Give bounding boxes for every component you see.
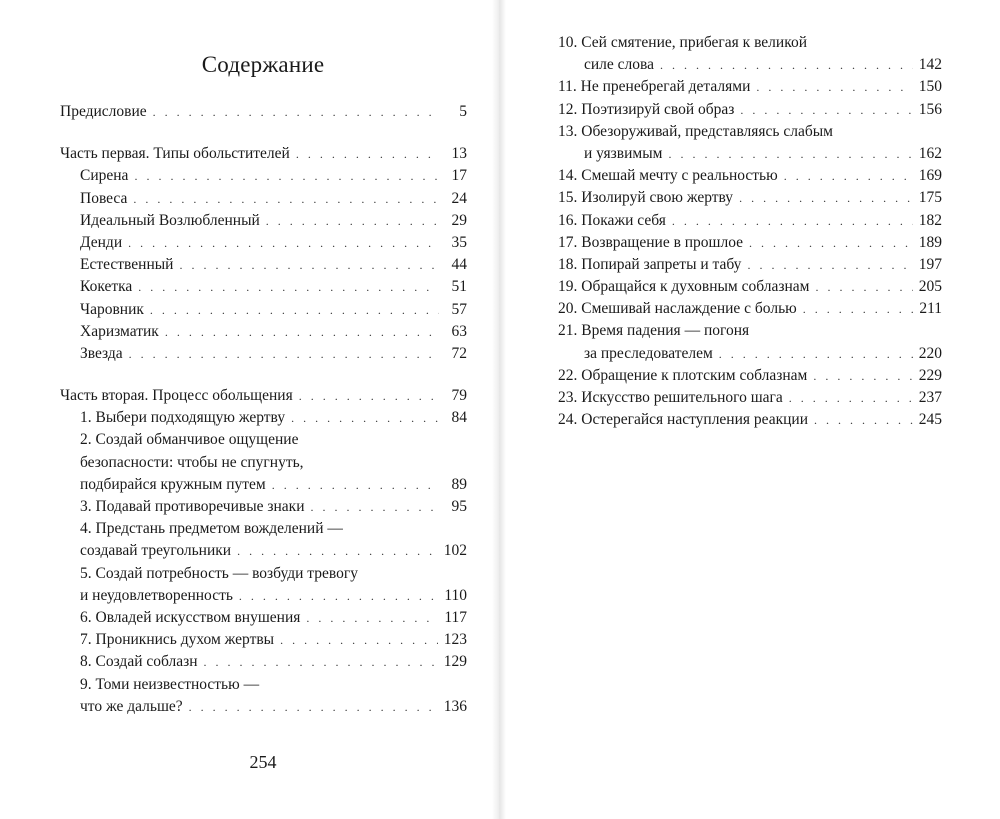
toc-entry-label: 4. Предстань предметом вожделений — <box>80 520 343 538</box>
leader-dots <box>204 651 438 673</box>
toc-entry-label: 10. Сей смятение, прибегая к великой <box>558 34 807 51</box>
leader-dots <box>138 276 439 298</box>
toc-entry-label: подбирайся кружным путем <box>80 475 266 493</box>
toc-page-number: 51 <box>451 278 467 296</box>
leader-dots <box>165 321 439 343</box>
leader-dots <box>150 299 439 321</box>
leader-dots <box>280 629 438 651</box>
toc-entry <box>558 99 942 121</box>
toc-entry <box>558 232 942 254</box>
leader-dots <box>747 254 912 276</box>
toc-page-number: 17 <box>451 167 467 185</box>
toc-entry-label: 12. Поэтизируй свой образ <box>558 100 735 118</box>
toc-entry-label: Повеса <box>80 189 128 207</box>
toc-entry <box>60 474 467 496</box>
leader-dots <box>813 365 912 387</box>
toc-page-number: 220 <box>918 344 942 362</box>
toc-page-number: 129 <box>443 653 467 671</box>
toc-page-number: 89 <box>451 475 467 493</box>
toc-page-number: 102 <box>443 542 467 560</box>
toc-page-number: 211 <box>919 300 942 318</box>
toc-entry-label: 1. Выбери подходящую жертву <box>80 409 286 427</box>
toc-page-number: 72 <box>451 344 467 362</box>
toc-entry <box>558 143 942 165</box>
toc-page-number: 136 <box>443 697 467 715</box>
leader-dots <box>668 143 912 165</box>
toc-page-number: 245 <box>918 411 942 429</box>
leader-dots <box>814 409 913 431</box>
leader-dots <box>299 385 439 407</box>
toc-entry-label: 13. Обезоруживай, представляясь слабым <box>558 122 833 140</box>
toc-page-number: 205 <box>918 278 942 296</box>
toc-page-number: 35 <box>451 233 467 251</box>
toc-entry-label: 20. Смешивай наслаждение с болью <box>558 300 797 318</box>
toc-entry <box>60 321 467 343</box>
toc-entry <box>558 298 942 320</box>
toc-page-number: 63 <box>451 322 467 340</box>
toc-entry-label: Кокетка <box>80 278 133 296</box>
toc-entry-label: создавай треугольники <box>80 542 232 560</box>
leader-dots <box>179 254 439 276</box>
toc-page-number: 84 <box>451 409 467 427</box>
toc-entry <box>558 409 942 431</box>
toc-entry-line <box>60 674 467 696</box>
toc-page-number: 123 <box>443 631 467 649</box>
toc-entry-label: силе слова <box>584 56 655 74</box>
toc-page-number: 142 <box>918 56 942 74</box>
toc-entry-label: за преследователем <box>584 344 713 362</box>
toc-entry <box>558 165 942 187</box>
leader-dots <box>815 276 912 298</box>
toc-entry <box>60 210 467 232</box>
toc-page-number: 24 <box>451 189 467 207</box>
toc-entry-label: Естественный <box>80 256 174 274</box>
toc-page-number: 229 <box>918 366 942 384</box>
leader-dots <box>133 188 439 210</box>
leader-dots <box>756 76 912 98</box>
toc-preface <box>60 101 467 123</box>
toc-entry-label: 6. Овладей искусством внушения <box>80 608 301 626</box>
toc-entry-line <box>60 563 467 585</box>
toc-entry-label: Звезда <box>80 344 123 362</box>
toc-entry-line <box>60 518 467 540</box>
toc-entry-label: 11. Не пренебрегай деталями <box>558 78 751 96</box>
leader-dots <box>789 387 913 409</box>
toc-entry <box>558 365 942 387</box>
left-page <box>0 0 492 819</box>
toc-page-number: 197 <box>918 255 942 273</box>
leader-dots <box>719 343 913 365</box>
toc-entry <box>558 387 942 409</box>
toc-entry-label: Часть первая. Типы обольстителей <box>60 145 290 163</box>
leader-dots <box>237 540 438 562</box>
toc-page-number: 150 <box>918 78 942 96</box>
leader-dots <box>272 474 439 496</box>
toc-page-number: 156 <box>918 100 942 118</box>
toc-entry-label: Сирена <box>80 167 129 185</box>
toc-entry-label: безопасности: чтобы не спугнуть, <box>80 453 304 471</box>
toc-entry <box>558 343 942 365</box>
toc-entry <box>60 165 467 187</box>
toc-page-number: 237 <box>918 389 942 406</box>
toc-entry <box>60 232 467 254</box>
toc-page-number: 5 <box>459 103 467 120</box>
toc-entry <box>60 651 467 673</box>
leader-dots <box>311 496 440 518</box>
toc-entry-label: Чаровник <box>80 300 144 318</box>
toc-entry <box>60 188 467 210</box>
toc-page-number: 169 <box>918 167 942 185</box>
toc-entry-label: 19. Обращайся к духовным соблазнам <box>558 278 810 296</box>
leader-dots <box>740 99 912 121</box>
leader-dots <box>128 232 439 254</box>
toc-page-number: 175 <box>918 189 942 207</box>
toc-page-number: 44 <box>451 256 467 274</box>
toc-entry-label: 8. Создай соблазн <box>80 653 198 671</box>
toc-left <box>60 101 467 718</box>
leader-dots <box>749 232 913 254</box>
toc-entry <box>60 585 467 607</box>
page-title: Содержание <box>201 52 325 77</box>
toc-entry <box>558 276 942 298</box>
toc-entry-label: и уязвимым <box>584 144 663 162</box>
leader-dots <box>153 101 439 123</box>
leader-dots <box>296 143 439 165</box>
toc-page-number: 13 <box>451 145 467 163</box>
toc-entry <box>60 299 467 321</box>
leader-dots <box>784 165 913 187</box>
toc-entry <box>60 607 467 629</box>
toc-entry-line <box>60 429 467 451</box>
leader-dots <box>803 298 914 320</box>
leader-dots <box>660 54 913 76</box>
toc-entry-label: Денди <box>80 233 123 251</box>
leader-dots <box>134 165 439 187</box>
toc-entry-label: 15. Изолируй свою жертву <box>558 189 734 207</box>
toc-entry <box>60 696 467 718</box>
right-page <box>506 0 1000 819</box>
toc-entry-label: 16. Покажи себя <box>558 211 666 229</box>
leader-dots <box>672 210 913 232</box>
leader-dots <box>239 585 438 607</box>
toc-entry-label: 14. Смешай мечту с реальностью <box>558 167 778 185</box>
toc-page-number: 117 <box>444 608 467 626</box>
toc-entry-label: что же дальше? <box>80 697 183 715</box>
page-number: 254 <box>249 752 277 772</box>
toc-entry-label: Часть вторая. Процесс обольщения <box>60 387 293 405</box>
leader-dots <box>306 607 438 629</box>
toc-entry <box>60 276 467 298</box>
book-gutter <box>492 0 506 819</box>
toc-entry-label: Идеальный Возлюбленный <box>80 211 260 229</box>
toc-entry-label: 3. Подавай противоречивые знаки <box>80 498 305 515</box>
toc-entry <box>60 540 467 562</box>
toc-page-number: 110 <box>444 586 467 604</box>
leader-dots <box>739 187 913 209</box>
toc-entry-label: 9. Томи неизвестностью — <box>80 675 260 693</box>
toc-entry <box>558 76 942 98</box>
toc-entry <box>60 407 467 429</box>
toc-entry-label: Харизматик <box>80 322 159 340</box>
toc-entry <box>60 343 467 365</box>
toc-entry-line <box>558 320 942 342</box>
leader-dots <box>266 210 439 232</box>
toc-entry <box>60 496 467 518</box>
toc-page-number: 189 <box>918 233 942 251</box>
toc-page-number: 95 <box>451 498 467 515</box>
toc-entry <box>558 210 942 232</box>
toc-entry <box>60 629 467 651</box>
toc-entry-label: 24. Остерегайся наступления реакции <box>558 411 809 429</box>
toc-entry-label: 17. Возвращение в прошлое <box>558 233 744 251</box>
toc-entry <box>60 254 467 276</box>
toc-right <box>558 32 942 431</box>
toc-entry <box>558 254 942 276</box>
leader-dots <box>291 407 439 429</box>
toc-page-number: 29 <box>451 211 467 229</box>
toc-page-number: 57 <box>451 300 467 318</box>
toc-entry-label: 21. Время падения — погоня <box>558 322 750 340</box>
toc-page-number: 162 <box>918 144 942 162</box>
toc-entry <box>558 54 942 76</box>
toc-entry-label: 2. Создай обманчивое ощущение <box>80 431 299 449</box>
leader-dots <box>129 343 439 365</box>
toc-entry-line <box>558 32 942 54</box>
toc-entry-label: Предисловие <box>60 103 147 120</box>
toc-entry-line <box>60 452 467 474</box>
leader-dots <box>189 696 438 718</box>
toc-part-heading <box>60 385 467 407</box>
toc-entry-line <box>558 121 942 143</box>
toc-entry <box>558 187 942 209</box>
toc-entry-label: 22. Обращение к плотским соблазнам <box>558 366 808 384</box>
toc-entry-label: 7. Проникнись духом жертвы <box>80 631 275 649</box>
toc-entry-label: 5. Создай потребность — возбуди тревогу <box>80 564 358 582</box>
toc-entry-label: 18. Попирай запреты и табу <box>558 255 742 273</box>
toc-entry-label: 23. Искусство решительного шага <box>558 389 783 406</box>
toc-entry-label: и неудовлетворенность <box>80 586 233 604</box>
toc-page-number: 79 <box>451 387 467 405</box>
toc-page-number: 182 <box>918 211 942 229</box>
toc-part-heading <box>60 143 467 165</box>
